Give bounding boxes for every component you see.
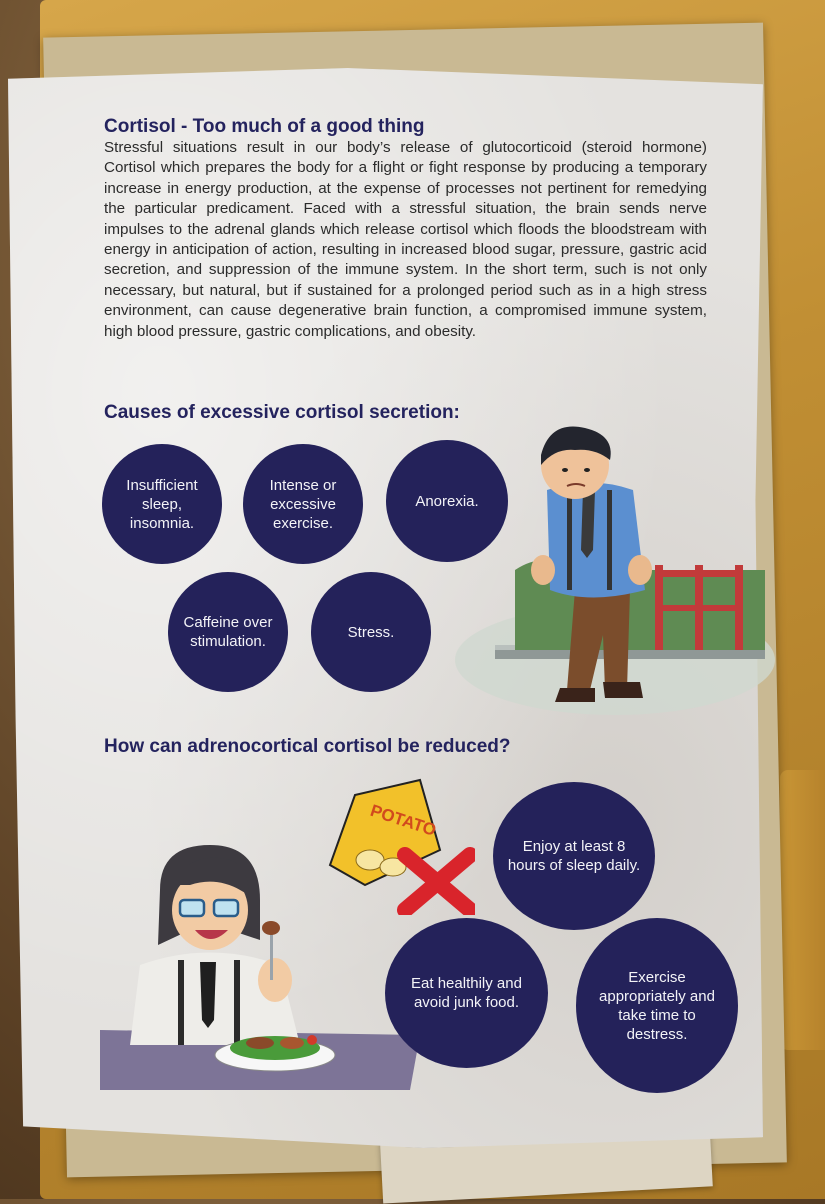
folder-tab	[780, 770, 825, 1050]
tip-bubble-sleep: Enjoy at least 8 hours of sleep daily.	[493, 782, 655, 930]
cause-bubble-anorexia: Anorexia.	[386, 440, 508, 562]
section-title-causes: Causes of excessive cortisol secretion:	[104, 402, 460, 423]
section-title-cortisol: Cortisol - Too much of a good thing	[104, 116, 425, 137]
snack-bag-label: POTATO	[367, 800, 439, 840]
cause-bubble-exercise: Intense or excessive exercise.	[243, 444, 363, 564]
cause-bubble-stress: Stress.	[311, 572, 431, 692]
tip-bubble-diet: Eat healthily and avoid junk food.	[385, 918, 548, 1068]
woman-eating-illustration	[100, 830, 420, 1090]
tip-bubble-exercise: Exercise appropriately and take time to destress.	[576, 918, 738, 1093]
cause-bubble-insomnia: Insufficient sleep, insomnia.	[102, 444, 222, 564]
cause-bubble-caffeine: Caffeine over stimulation.	[168, 572, 288, 692]
tired-man-illustration	[455, 420, 775, 720]
section-body-cortisol: Stressful situations result in our body’s release of glutocorticoid (steroid hormone) Cortisol which prepares the body for a flight or fight response by producing a temporary increase in energy production, at the expense of processes not pertinent for remedying the particular predicament. Faced with a stressful situation, the brain sends nerve impulses to the adrenal glands which release cortisol which floods the bloodstream with energy in anticipation of action, resulting in increased blood sugar, pressure, gastric acid secretion, and suppression of the immune system. In the short term, such is not only necessary, but natural, but if sustained for a prolonged period such as in a high stress environment, can cause degenerative brain function, a compromised immune system, high blood pressure, gastric complications, and obesity.	[104, 139, 707, 340]
section-title-reduce: How can adrenocortical cortisol be reduced?	[104, 736, 511, 757]
